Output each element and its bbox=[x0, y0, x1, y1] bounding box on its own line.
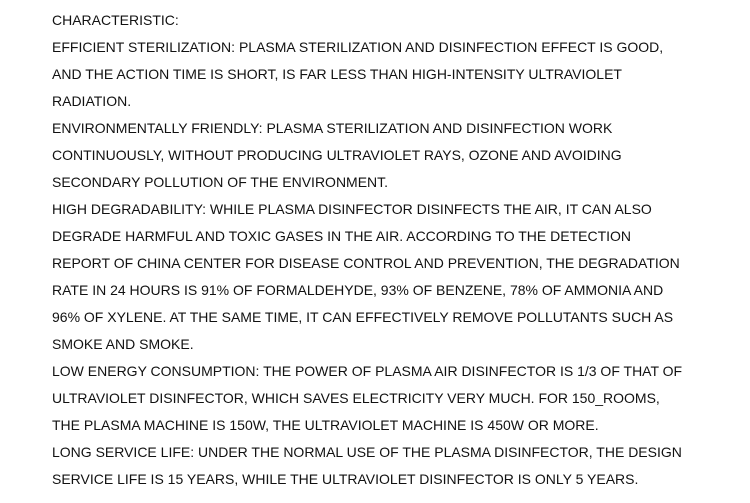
low-energy-consumption-line-3: THE PLASMA MACHINE IS 150W, THE ULTRAVIOLET MACHINE IS 450W OR MORE. bbox=[52, 417, 599, 433]
high-degradability-line-3: REPORT OF CHINA CENTER FOR DISEASE CONTROL AND PREVENTION, THE DEGRADATION bbox=[52, 255, 680, 271]
characteristics-document bbox=[52, 7, 742, 493]
high-degradability-line-2: DEGRADE HARMFUL AND TOXIC GASES IN THE AIR. ACCORDING TO THE DETECTION bbox=[52, 228, 632, 244]
environmentally-friendly-line-1: ENVIRONMENTALLY FRIENDLY: PLASMA STERILIZATION AND DISINFECTION WORK bbox=[52, 120, 613, 136]
efficient-sterilization-line-2: AND THE ACTION TIME IS SHORT, IS FAR LESS THAN HIGH-INTENSITY ULTRAVIOLET bbox=[52, 66, 622, 82]
low-energy-consumption-line-2: ULTRAVIOLET DISINFECTOR, WHICH SAVES ELECTRICITY VERY MUCH. FOR 150_ROOMS, bbox=[52, 390, 660, 406]
environmentally-friendly-line-3: SECONDARY POLLUTION OF THE ENVIRONMENT. bbox=[52, 174, 389, 190]
high-degradability-line-5: 96% OF XYLENE. AT THE SAME TIME, IT CAN EFFECTIVELY REMOVE POLLUTANTS SUCH AS bbox=[52, 309, 674, 325]
efficient-sterilization-line-1: EFFICIENT STERILIZATION: PLASMA STERILIZATION AND DISINFECTION EFFECT IS GOOD, bbox=[52, 39, 664, 55]
efficient-sterilization-line-3: RADIATION. bbox=[52, 93, 132, 109]
high-degradability-line-4: RATE IN 24 HOURS IS 91% OF FORMALDEHYDE, 93% OF BENZENE, 78% OF AMMONIA AND bbox=[52, 282, 664, 298]
long-service-life-line-1: LONG SERVICE LIFE: UNDER THE NORMAL USE OF THE PLASMA DISINFECTOR, THE DESIGN bbox=[52, 444, 682, 460]
environmentally-friendly-line-2: CONTINUOUSLY, WITHOUT PRODUCING ULTRAVIOLET RAYS, OZONE AND AVOIDING bbox=[52, 147, 622, 163]
high-degradability-line-6: SMOKE AND SMOKE. bbox=[52, 336, 194, 352]
long-service-life-line-2: SERVICE LIFE IS 15 YEARS, WHILE THE ULTRAVIOLET DISINFECTOR IS ONLY 5 YEARS. bbox=[52, 471, 639, 487]
section-heading: CHARACTERISTIC: bbox=[52, 12, 179, 28]
low-energy-consumption-line-1: LOW ENERGY CONSUMPTION: THE POWER OF PLASMA AIR DISINFECTOR IS 1/3 OF THAT OF bbox=[52, 363, 683, 379]
high-degradability-line-1: HIGH DEGRADABILITY: WHILE PLASMA DISINFECTOR DISINFECTS THE AIR, IT CAN ALSO bbox=[52, 201, 652, 217]
